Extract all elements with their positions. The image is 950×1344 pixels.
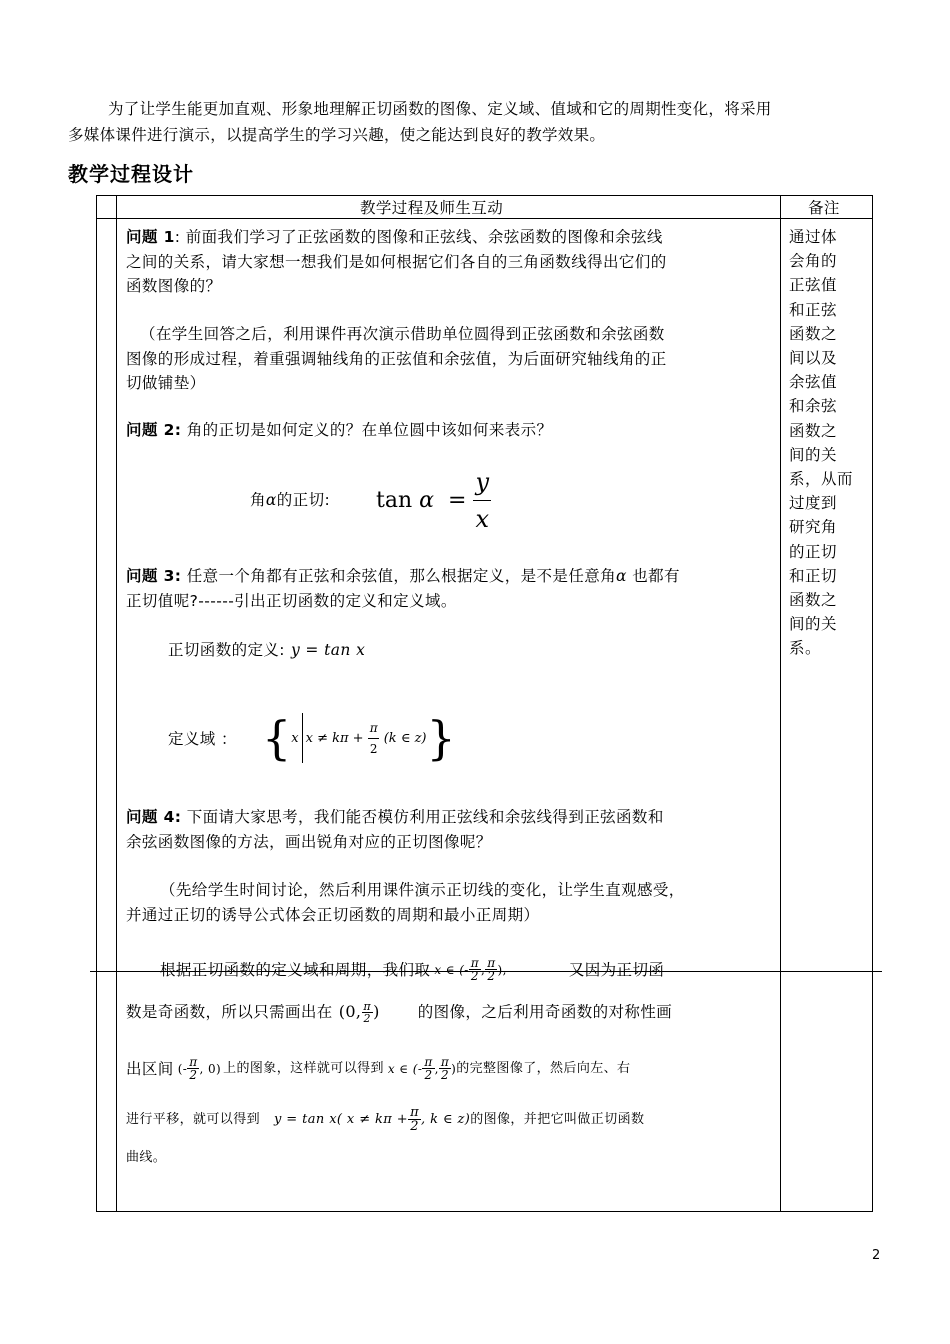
note-line: 和余弦 — [789, 397, 838, 416]
note-line: 间以及 — [789, 349, 838, 368]
q1-line-2: 之间的关系，请大家想一想我们是如何根据它们各自的三角函数线得出它们的 — [126, 253, 667, 271]
note-line: 会角的 — [789, 252, 838, 271]
q1-line-1 — [126, 225, 663, 249]
note-line: 函数之 — [789, 591, 838, 610]
q1-text: : 前面我们学习了正弦函数的图像和正弦线、余弦函数的图像和余弦线 — [174, 228, 663, 246]
paragraph-line-5: 曲线。 — [126, 1150, 167, 1165]
note-column — [789, 225, 871, 661]
q4-note-2: 并通过正切的诱导公式体会正切函数的周期和最小正周期） — [126, 906, 540, 924]
page-number: 2 — [872, 1248, 881, 1263]
note-line: 和正弦 — [789, 300, 838, 319]
note-line: 研究角 — [789, 518, 838, 537]
q4-label: 问题 4: — [126, 808, 182, 826]
table-header-main: 教学过程及师生互动 — [360, 199, 504, 217]
q2-label: 问题 2: — [126, 421, 182, 439]
intro-line-2: 多媒体课件进行演示，以提高学生的学习兴趣，使之能达到良好的教学效果。 — [68, 126, 606, 144]
note-line: 余弦值 — [789, 373, 838, 392]
q3-line-2: 正切值呢?------引出正切函数的定义和定义域。 — [126, 592, 457, 610]
paragraph-line-3: 出区间 (- $\frac{\pi}{2}$ , 0) 上的图象，这样就可以得到 x ∈ (- $\frac{\pi}{2}$ , $\frac{\pi}{2}$ ) 的完整图像了，然后向左、右 — [126, 1055, 631, 1082]
q4-line-1: 问题 4: 下面请大家思考，我们能否模仿利用正弦线和余弦线得到正弦函数和 — [126, 808, 664, 826]
q3-line-1: 问题 3: 任意一个角都有正弦和余弦值，那么根据定义，是不是任意角α 也都有 — [126, 567, 680, 585]
q1-note-2: 图像的形成过程，着重强调轴线角的正弦值和余弦值，为后面研究轴线角的正 — [126, 350, 667, 368]
note-line: 的正切 — [789, 542, 838, 561]
function-expression: y = tan x — [290, 641, 366, 659]
q1-note-3: 切做铺垫） — [126, 374, 206, 392]
note-line: 通过体 — [789, 228, 838, 246]
note-line: 过度到 — [789, 494, 838, 513]
note-line: 和正切 — [789, 566, 838, 585]
alpha-symbol: α — [616, 567, 627, 585]
note-line: 正弦值 — [789, 276, 838, 295]
tan-formula: tan α = $\frac{y}{x}$ — [376, 468, 489, 533]
q3-label: 问题 3: — [126, 567, 182, 585]
y-over-x: $\frac{y}{x}$ — [475, 468, 489, 533]
q2-text: 角的正切是如何定义的？在单位圆中该如何来表示？ — [181, 421, 553, 439]
note-line: 函数之 — [789, 324, 838, 343]
table-header-note: 备注 — [808, 199, 840, 217]
domain-label: 定义域 ： — [168, 730, 237, 748]
domain-set: { x x ≠ kπ + $\frac{\pi}{2}$ (k ∈ z) } — [262, 711, 456, 765]
q4-line-2: 余弦函数图像的方法，画出锐角对应的正切图像呢？ — [126, 833, 492, 851]
note-line: 系。 — [789, 639, 822, 658]
function-definition: 正切函数的定义: y = tan x — [168, 641, 366, 659]
paragraph-line-4: 进行平移，就可以得到 y = tan x( x ≠ kπ + $\frac{\pi}{2}$ , k ∈ z) 的图像，并把它叫做正切函数 — [126, 1105, 645, 1134]
q1-line-3: 函数图像的？ — [126, 277, 222, 295]
note-line: 函数之 — [789, 421, 838, 440]
alpha-symbol: α — [265, 491, 277, 509]
paragraph-line-1: 根据正切函数的定义域和周期，我们取 x ∈ (- $\frac{\pi}{2}$ , $\frac{\pi}{2}$ ), 又因为正切函 — [160, 956, 665, 983]
q1-note-1: （在学生回答之后，利用课件再次演示借助单位圆得到正弦函数和余弦函数 — [140, 325, 665, 343]
tan-definition-label: 角α的正切: — [250, 491, 331, 509]
q1-label: 问题 1 — [126, 228, 175, 246]
q2-line — [126, 418, 552, 442]
note-line: 间的关 — [789, 615, 838, 634]
note-line: 系，从而 — [789, 470, 854, 489]
paragraph-line-2: 数是奇函数，所以只需画出在 (0, $\frac{\pi}{2}$ ) 的图像，之后利用奇函数的对称性画 — [126, 999, 673, 1025]
q4-note-1: （先给学生时间讨论，然后利用课件演示正切线的变化，让学生直观感受， — [160, 881, 685, 899]
intro-line-1: 为了让学生能更加直观、形象地理解正切函数的图像、定义域、值域和它的周期性变化，将采用 — [108, 100, 772, 118]
note-line: 间的关 — [789, 445, 838, 464]
section-title: 教学过程设计 — [68, 162, 194, 186]
